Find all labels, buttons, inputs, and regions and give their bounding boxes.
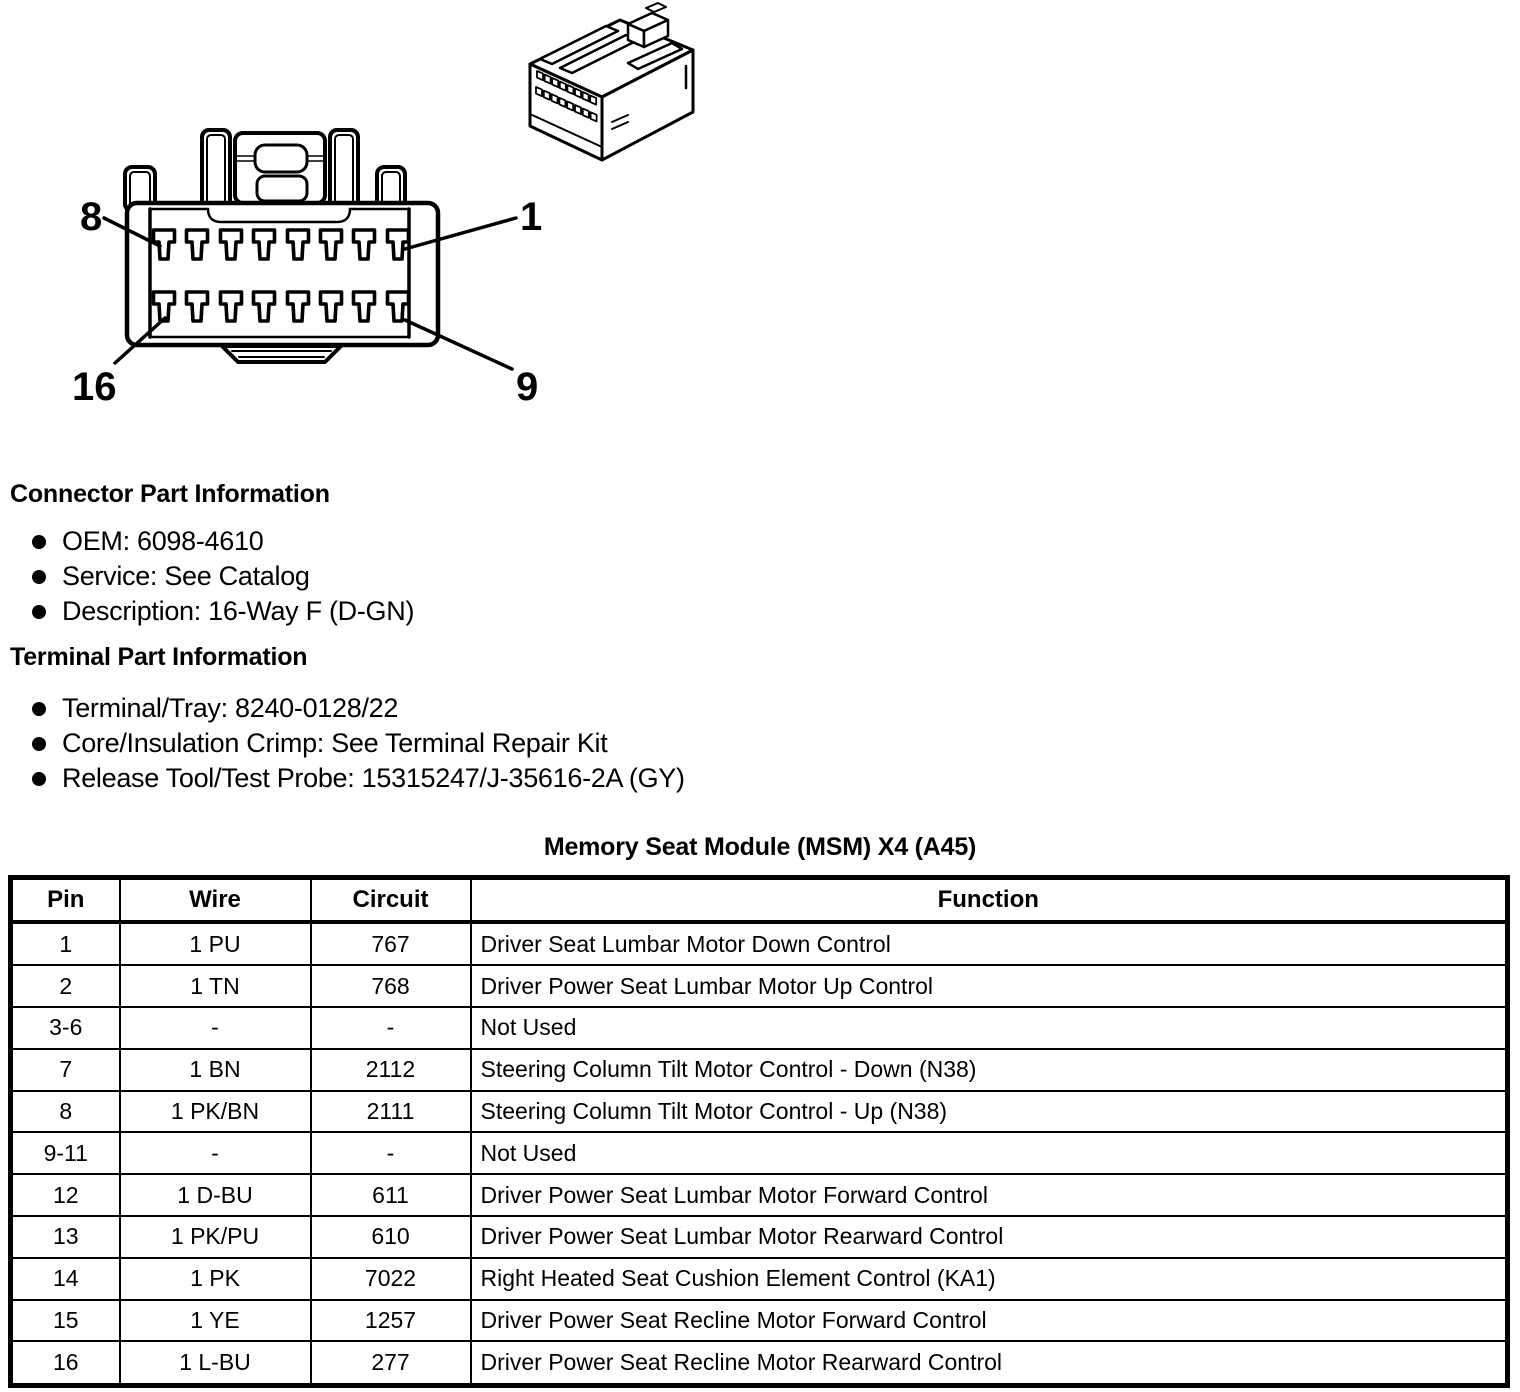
bullet-icon	[32, 605, 46, 619]
circuit-cell: -	[311, 1007, 471, 1049]
latch-cap	[646, 3, 666, 12]
wire-cell: 1 PU	[120, 922, 311, 965]
wire-cell: -	[120, 1132, 311, 1174]
terminal-part-info-list	[10, 691, 685, 796]
bullet-item	[10, 761, 685, 796]
connector-part-info-heading: Connector Part Information	[10, 480, 330, 508]
bullet-item	[10, 524, 414, 559]
pin-cell: 13	[11, 1216, 120, 1258]
table-row	[11, 1132, 1508, 1174]
pin-cell: 7	[11, 1049, 120, 1091]
circuit-cell: 2112	[311, 1049, 471, 1091]
table-row	[11, 1049, 1508, 1091]
wire-cell: 1 PK	[120, 1258, 311, 1300]
bullet-icon	[32, 535, 46, 549]
function-cell: Driver Power Seat Recline Motor Forward Control	[471, 1300, 1508, 1342]
connector-front-view-diagram	[60, 110, 560, 410]
pin-cell: 14	[11, 1258, 120, 1300]
wire-cell: 1 TN	[120, 965, 311, 1007]
table-row	[11, 1341, 1508, 1385]
bullet-text: Description: 16-Way F (D-GN)	[62, 596, 415, 626]
circuit-cell: 7022	[311, 1258, 471, 1300]
table-body	[11, 922, 1508, 1386]
column-header-function: Function	[471, 878, 1508, 923]
pinout-table-title: Memory Seat Module (MSM) X4 (A45)	[543, 833, 977, 861]
table-row	[11, 1258, 1508, 1300]
table-row	[11, 1300, 1508, 1342]
wire-cell: 1 PK/PU	[120, 1216, 311, 1258]
pin-16-label: 16	[72, 365, 117, 409]
table-row	[11, 1174, 1508, 1216]
function-cell: Steering Column Tilt Motor Control - Down (N38)	[471, 1049, 1508, 1091]
circuit-cell: 767	[311, 922, 471, 965]
function-cell: Not Used	[471, 1132, 1508, 1174]
center-latch	[235, 133, 325, 203]
function-cell: Driver Power Seat Lumbar Motor Up Control	[471, 965, 1508, 1007]
wire-cell: 1 L-BU	[120, 1341, 311, 1385]
wire-cell: 1 YE	[120, 1300, 311, 1342]
table-row	[11, 1091, 1508, 1133]
bullet-text: OEM: 6098-4610	[62, 526, 264, 556]
column-header-pin: Pin	[11, 878, 120, 923]
pin-8-label: 8	[80, 195, 103, 239]
bullet-text: Core/Insulation Crimp: See Terminal Repair Kit	[62, 728, 608, 758]
pin-cell: 16	[11, 1341, 120, 1385]
circuit-cell: 277	[311, 1341, 471, 1385]
bullet-item	[10, 559, 414, 594]
function-cell: Not Used	[471, 1007, 1508, 1049]
pin-9-label: 9	[516, 365, 539, 409]
circuit-cell: 611	[311, 1174, 471, 1216]
column-header-wire: Wire	[120, 878, 311, 923]
bullet-icon	[32, 702, 46, 716]
function-cell: Driver Seat Lumbar Motor Down Control	[471, 922, 1508, 965]
bullet-item	[10, 594, 414, 629]
wire-cell: -	[120, 1007, 311, 1049]
pin-cell: 3-6	[11, 1007, 120, 1049]
bullet-text: Release Tool/Test Probe: 15315247/J-35616-2A (GY)	[62, 763, 685, 793]
function-cell: Right Heated Seat Cushion Element Control (KA1)	[471, 1258, 1508, 1300]
pin-cell: 12	[11, 1174, 120, 1216]
bullet-text: Service: See Catalog	[62, 561, 310, 591]
table-row	[11, 965, 1508, 1007]
pinout-table	[8, 875, 1510, 1388]
bullet-item	[10, 726, 685, 761]
circuit-cell: 768	[311, 965, 471, 1007]
connector-body	[127, 203, 438, 345]
bullet-icon	[32, 772, 46, 786]
table-row	[11, 1007, 1508, 1049]
pin-cell: 8	[11, 1091, 120, 1133]
pin-cell: 15	[11, 1300, 120, 1342]
table-header-row	[11, 878, 1508, 923]
pin-1-label: 1	[520, 195, 543, 239]
bottom-ledge	[222, 346, 341, 362]
circuit-cell: 2111	[311, 1091, 471, 1133]
function-cell: Driver Power Seat Lumbar Motor Rearward Control	[471, 1216, 1508, 1258]
circuit-cell: 1257	[311, 1300, 471, 1342]
function-cell: Driver Power Seat Recline Motor Rearward Control	[471, 1341, 1508, 1385]
function-cell: Steering Column Tilt Motor Control - Up (N38)	[471, 1091, 1508, 1133]
pin-cell: 9-11	[11, 1132, 120, 1174]
circuit-cell: 610	[311, 1216, 471, 1258]
bullet-text: Terminal/Tray: 8240-0128/22	[62, 693, 399, 723]
bullet-icon	[32, 737, 46, 751]
pin-cell: 2	[11, 965, 120, 1007]
circuit-cell: -	[311, 1132, 471, 1174]
function-cell: Driver Power Seat Lumbar Motor Forward Control	[471, 1174, 1508, 1216]
table-row	[11, 1216, 1508, 1258]
bullet-item	[10, 691, 685, 726]
wire-cell: 1 D-BU	[120, 1174, 311, 1216]
wire-cell: 1 BN	[120, 1049, 311, 1091]
terminal-part-info-heading: Terminal Part Information	[10, 643, 308, 671]
pin-cell: 1	[11, 922, 120, 965]
column-header-circuit: Circuit	[311, 878, 471, 923]
connector-part-info-list	[10, 524, 414, 629]
table-row	[11, 922, 1508, 965]
bullet-icon	[32, 570, 46, 584]
wire-cell: 1 PK/BN	[120, 1091, 311, 1133]
